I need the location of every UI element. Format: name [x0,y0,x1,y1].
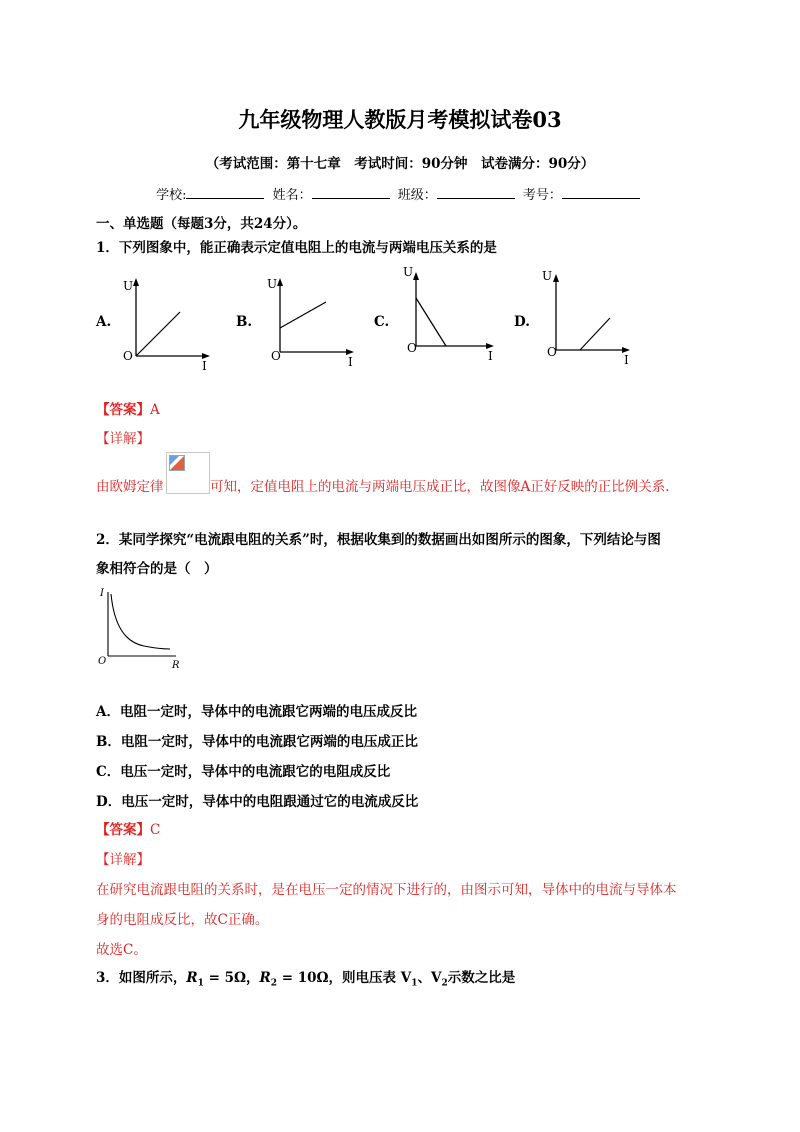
v-separator: 、V [417,970,442,986]
broken-image-icon [169,455,185,471]
exam-scope: （考试范围：第十七章 考试时间：90分钟 试卷满分：90分） [205,156,595,172]
y-axis-arrow [277,278,283,286]
q2-option-c[interactable]: C．电压一定时，导体中的电流跟它的电阻成反比 [96,764,391,780]
origin-label: O [98,656,107,667]
school-label: 学校: [156,188,187,203]
y-axis-arrow [413,272,419,280]
x-axis-label: I [624,353,629,367]
r2-symbol: R [259,970,271,986]
name-label: 姓名： [272,188,312,203]
y-axis-label: U [123,279,134,293]
q1-stem: 1．下列图象中，能正确表示定值电阻上的电流与两端电压关系的是 [96,240,497,256]
origin-label: O [123,349,133,363]
q1-graph-b [262,270,362,374]
graph-line [416,298,446,346]
q2-detail-label: 【详解】 [96,852,150,868]
q1-detail-before: 由欧姆定律 [96,479,164,495]
q2-option-a[interactable]: A．电阻一定时，导体中的电流跟它两端的电压成反比 [96,704,417,720]
r1-value: = 5Ω， [203,970,260,986]
r1-symbol: R [186,970,198,986]
q3-stem [96,966,515,989]
y-axis-label: U [542,269,553,283]
origin-label: O [547,345,557,359]
q2-option-d[interactable]: D．电压一定时，导体中的电阻跟通过它的电流成反比 [96,794,419,810]
q2-answer [96,818,160,838]
q1-option-d-letter: D. [514,314,530,330]
q1-option-b-letter: B. [236,314,253,330]
origin-label: O [407,341,417,355]
answer-label: 【答案】 [96,402,150,418]
r1-subscript: 1 [197,978,204,989]
answer-value: A [150,402,160,418]
graph-line [580,318,610,350]
q1-graph-c [398,262,508,366]
class-label: 班级： [397,188,437,203]
number-blank[interactable] [562,186,640,199]
y-axis-label: U [403,265,414,279]
school-blank[interactable] [186,186,264,199]
q1-answer [96,398,160,418]
section-heading: 一、单选题（每题3分，共24分）。 [96,216,307,232]
class-blank[interactable] [437,186,515,199]
inverse-curve [111,594,170,649]
q2-detail-line1: 在研究电流跟电阻的关系时，是在电压一定的情况下进行的，由图示可知，导体中的电流与导体本 [96,882,677,898]
y-axis-arrow [553,274,559,282]
y-axis-label: I [100,588,104,599]
number-label: 考号： [522,188,562,203]
graph-line [280,302,326,328]
formula-image-placeholder [166,452,210,494]
y-axis-arrow [133,278,139,286]
q2-graph [94,584,194,670]
origin-label: O [271,349,281,363]
v2-subscript: 2 [441,978,448,989]
x-axis-label: R [172,660,180,670]
q1-graph-a [118,268,218,372]
q1-detail-after: 可知，定值电阻上的电流与两端电压成正比，故图像A正好反映的正比例关系. [210,479,670,495]
graph-line [136,312,180,356]
q2-conclusion: 故选C。 [96,942,147,958]
x-axis-label: I [348,355,353,369]
r2-subscript: 2 [270,978,278,989]
q1-graph-d [538,266,638,370]
x-axis-label: I [488,349,493,363]
student-info-line [0,184,800,203]
answer-value: C [150,822,161,838]
y-axis-label: U [267,277,278,291]
q2-detail-line2: 身的电阻成反比，故C正确。 [96,912,269,928]
q3-number: 3．如图所示， [96,970,187,986]
v1-subscript: 1 [411,978,418,989]
q2-option-b[interactable]: B．电阻一定时，导体中的电流跟它两端的电压成正比 [96,734,418,750]
r2-value: = 10Ω，则电压表 V [277,970,412,986]
x-axis-label: I [202,359,207,372]
q1-detail-label: 【详解】 [96,431,150,447]
answer-label: 【答案】 [96,822,150,838]
q2-stem-line2: 象相符合的是（ ） [96,561,218,577]
name-blank[interactable] [312,186,390,199]
q2-stem-line1: 2．某同学探究“电流跟电阻的关系”时，根据收集到的数据画出如图所示的图象，下列结论与图 [96,532,661,548]
page-title: 九年级物理人教版月考模拟试卷03 [238,107,562,132]
q1-option-c-letter: C. [374,314,390,330]
q3-tail: 示数之比是 [447,970,516,986]
q1-option-a-letter: A. [96,314,112,330]
